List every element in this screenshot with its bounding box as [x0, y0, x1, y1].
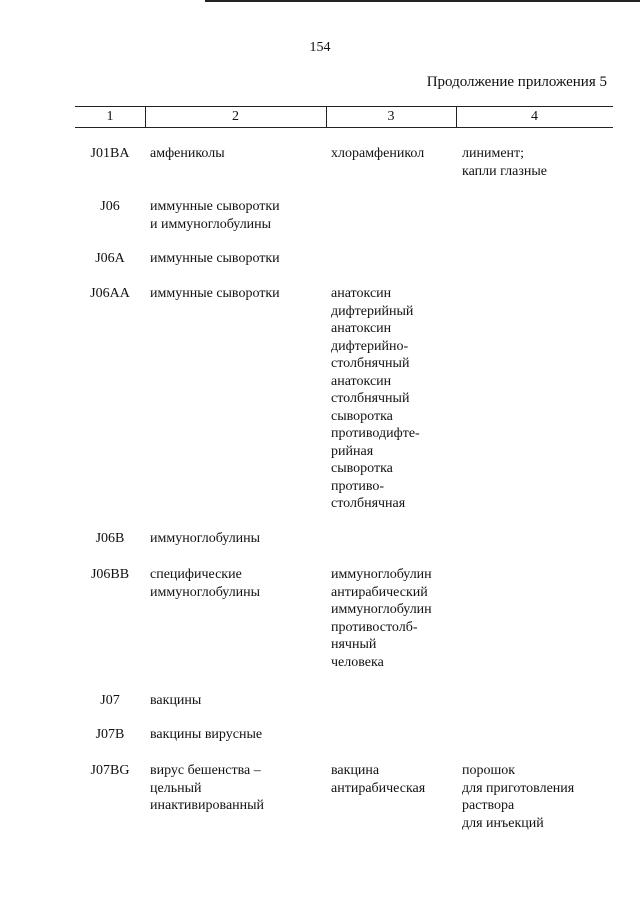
substance-name-line: столбнячный — [331, 356, 410, 371]
substance-name-line: столбнячный — [331, 391, 410, 406]
group-name-line: иммунные сыворотки — [150, 286, 280, 301]
header-col-4: 4 — [531, 109, 538, 124]
continuation-caption: Продолжение приложения 5 — [426, 74, 607, 90]
substance-name-line: дифтерийный — [331, 303, 414, 319]
substance-name-line: сыворотка — [331, 408, 393, 424]
group-name-line: цельный — [150, 780, 202, 796]
substance-name-line: иммуноглобулин — [331, 567, 432, 582]
group-name-line: вирус бешенства – — [150, 763, 261, 778]
header-col-3: 3 — [387, 109, 395, 124]
substance-name-line: вакцина — [331, 763, 380, 778]
substance-name-line: рийная — [331, 443, 374, 459]
substance-name-line: нячный — [331, 637, 377, 652]
atc-code: J06AA — [90, 286, 130, 301]
substance-name-line: иммуноглобулин — [331, 602, 432, 617]
atc-code: J06A — [95, 251, 125, 266]
substance-name-line: противостолб- — [331, 619, 418, 635]
group-name — [150, 762, 320, 815]
group-name — [150, 692, 320, 710]
group-name-line: и иммуноглобулины — [150, 216, 272, 232]
group-name — [150, 250, 320, 268]
group-name-line: иммуноглобулины — [150, 531, 261, 546]
substance-name-line: противодифте- — [331, 426, 420, 441]
atc-code: J06BB — [90, 567, 130, 582]
group-name — [150, 145, 320, 163]
group-name-line: вакцины — [150, 693, 202, 708]
group-name-line: инактивированный — [150, 798, 265, 813]
dosage-form — [462, 145, 612, 180]
substance-name-line: анатоксин — [331, 286, 392, 301]
substance-name — [331, 285, 456, 513]
substance-name — [331, 762, 456, 797]
group-name-line: иммуноглобулины — [150, 584, 261, 600]
substance-name-line: хлорамфеникол — [331, 146, 425, 161]
group-name-line: амфениколы — [150, 146, 225, 161]
header-col-2: 2 — [232, 109, 239, 124]
group-name — [150, 530, 320, 548]
group-name — [150, 198, 320, 233]
group-name — [150, 726, 320, 744]
substance-name-line: столбнячная — [331, 496, 406, 511]
group-name-line: специфические — [150, 567, 242, 582]
group-name — [150, 285, 320, 303]
substance-name — [331, 145, 456, 163]
group-name — [150, 566, 320, 601]
substance-name-line: анатоксин — [331, 321, 392, 336]
substance-name-line: противо- — [331, 478, 385, 494]
substance-name-line: дифтерийно- — [331, 338, 409, 354]
atc-code: J01BA — [90, 146, 130, 161]
dosage-form-line: линимент; — [462, 146, 525, 161]
table-header — [75, 106, 613, 128]
group-name-line: вакцины вирусные — [150, 727, 263, 742]
substance-name — [331, 566, 456, 671]
substance-name-line: анатоксин — [331, 373, 392, 389]
substance-name-line: сыворотка — [331, 461, 393, 476]
atc-code: J06 — [100, 199, 120, 214]
atc-code: J07 — [100, 693, 120, 708]
atc-code: J07B — [95, 727, 125, 742]
dosage-form-line: для инъекций — [462, 815, 544, 831]
dosage-form-line: капли глазные — [462, 163, 547, 179]
substance-name-line: антирабический — [331, 584, 428, 600]
atc-code: J07BG — [90, 763, 130, 778]
group-name-line: иммунные сыворотки — [150, 251, 280, 266]
top-rule — [205, 0, 640, 2]
dosage-form — [462, 762, 612, 832]
atc-code: J06B — [95, 531, 125, 546]
group-name-line: иммунные сыворотки — [150, 199, 280, 214]
dosage-form-line: для приготовления — [462, 780, 575, 796]
substance-name-line: антирабическая — [331, 780, 426, 796]
header-col-1: 1 — [106, 109, 114, 124]
dosage-form-line: порошок — [462, 763, 516, 778]
dosage-form-line: раствора — [462, 798, 515, 813]
substance-name-line: человека — [331, 654, 384, 670]
page-number: 154 — [309, 40, 331, 55]
